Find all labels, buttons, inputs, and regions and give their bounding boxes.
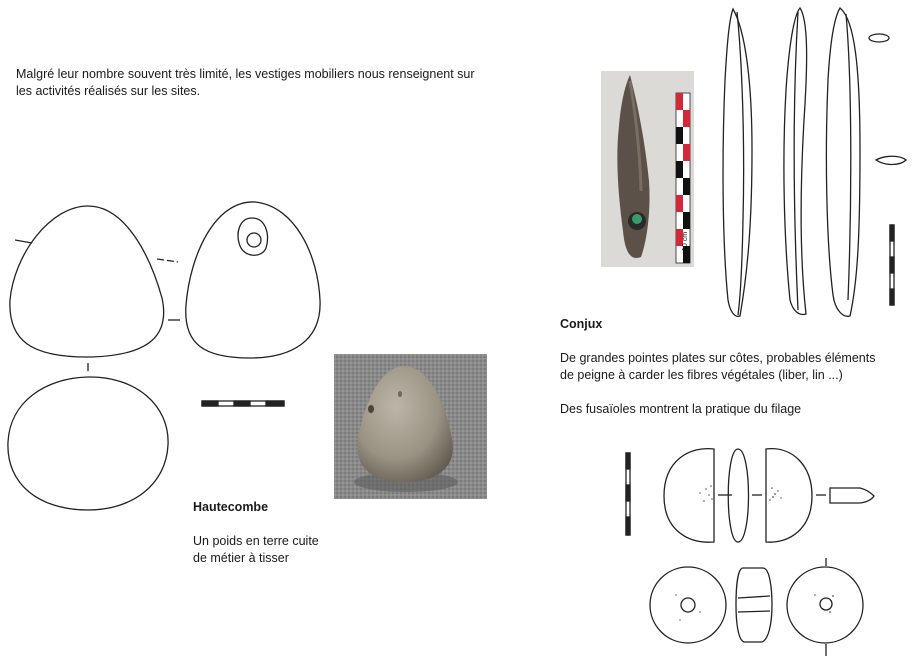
drawing-scale-bar-bone-points (890, 225, 894, 305)
bone-point-section-top (869, 34, 889, 42)
whorl-face-right (787, 567, 863, 643)
drawing-scale-bar-fusaioles (626, 453, 630, 535)
whorl-face-left (650, 567, 726, 643)
hautecombe-desc-line-2: de métier à tisser (193, 551, 289, 565)
bone-point-drawing-3 (826, 8, 860, 316)
conjux-title: Conjux (560, 317, 603, 331)
bone-point-section-mid (876, 156, 906, 164)
conjux-fusaioles-text: Des fusaïoles montrent la pratique du filage (560, 402, 802, 416)
bone-point-drawing-2 (784, 8, 807, 314)
conjux-desc-line-2: de peigne à carder les fibres végétales (liber, lin ...) (560, 368, 843, 382)
whorl-half-left (664, 449, 714, 543)
drawing-scale-bar-hautecombe (202, 401, 284, 406)
hautecombe-desc-line-1: Un poids en terre cuite (193, 534, 319, 548)
photo-scale-label: 10 cm (682, 231, 689, 251)
intro-line-2: les activités réalisés sur les sites. (16, 84, 201, 98)
whorl-half-right (766, 449, 812, 542)
whorl-section (830, 488, 874, 503)
intro-line-1: Malgré leur nombre souvent très limité, les vestiges mobiliers nous renseignent sur (16, 67, 475, 81)
conjux-desc-line-1: De grandes pointes plates sur côtes, probables éléments (560, 351, 876, 365)
bone-point-drawing-1 (723, 9, 752, 316)
whorl-profile-bottom (736, 568, 772, 642)
loom-weight-drawing-base (8, 377, 168, 510)
hautecombe-title: Hautecombe (193, 500, 269, 514)
loom-weight-drawing-side (186, 202, 320, 358)
loom-weight-drawing-front (10, 206, 164, 357)
